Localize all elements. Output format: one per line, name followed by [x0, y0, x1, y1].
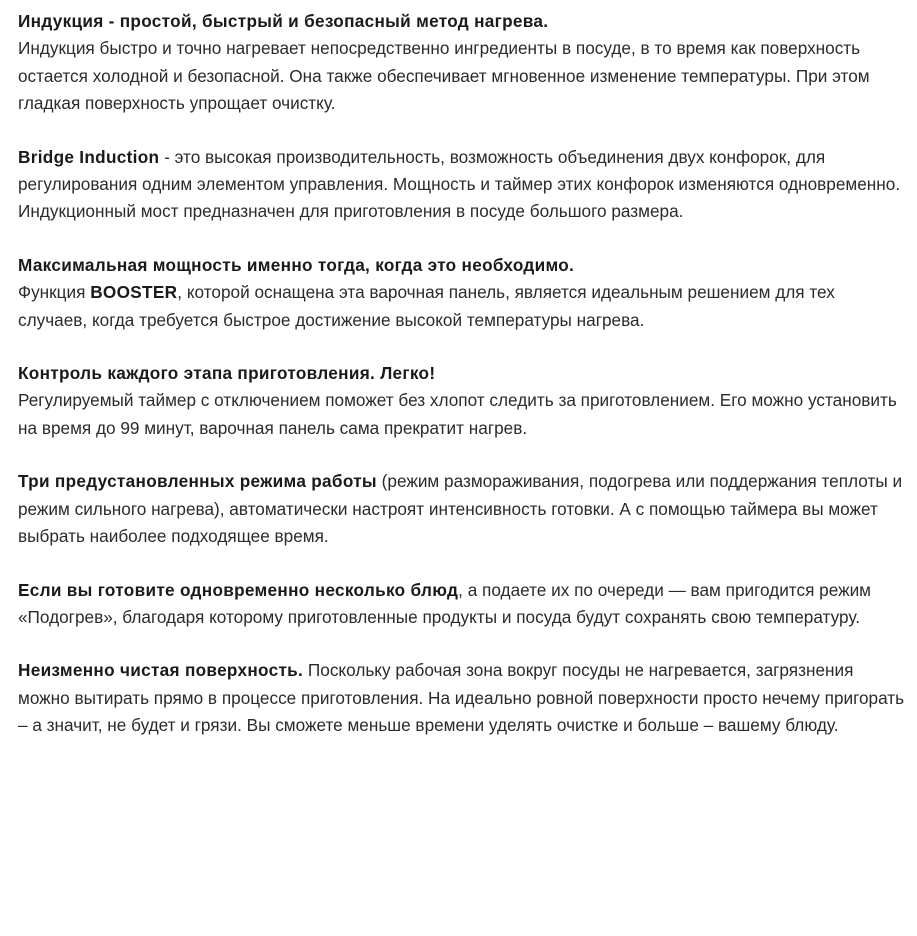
bold-lead: Bridge Induction: [18, 146, 160, 167]
section-heading: Индукция - простой, быстрый и безопасный метод нагрева.: [18, 11, 549, 31]
section-keep-warm: [18, 577, 908, 632]
bold-inline: BOOSTER: [90, 282, 178, 303]
section-text: , а подаете их по очереди — вам пригодится режим «Подогрев», благодаря которому приготовленные продукты и посуда будут сохранять свою температуру.: [18, 579, 871, 627]
section-heading: Максимальная мощность именно тогда, когда это необходимо.: [18, 254, 575, 275]
bold-lead: Неизменно чистая поверхность.: [18, 660, 304, 681]
section-induction: [18, 8, 908, 118]
section-text: (режим размораживания, подогрева или поддержания теплоты и режим сильного нагрева), автоматически настроят интенсивность готовки. А с помощью таймера вы может выбрать наиболее подходящее время.: [18, 471, 903, 547]
section-heading: Контроль каждого этапа приготовления. Легко!: [18, 363, 436, 384]
section-text-after: , которой оснащена эта варочная панель, является идеальным решением для тех случаев, когда требуется быстрое достижение высокой температуры нагрева.: [18, 282, 835, 330]
section-booster: [18, 252, 908, 334]
bold-lead: Если вы готовите одновременно несколько блюд: [18, 579, 459, 600]
section-clean-surface: [18, 657, 908, 739]
section-text: Поскольку рабочая зона вокруг посуды не нагревается, загрязнения можно вытирать прямо в процессе приготовления. На идеально ровной поверхности просто нечему пригорать – а значит, не будет и грязи. Вы сможете меньше времени уделять очистке и больше – вашему блюду.: [18, 660, 905, 736]
section-text-before: Функция: [18, 282, 91, 303]
bold-lead: Три предустановленных режима работы: [18, 471, 377, 492]
section-text: Индукция быстро и точно нагревает непосредственно ингредиенты в посуде, в то время как поверхность остается холодной и безопасной. Она также обеспечивает мгновенное изменение температуры. При этом гладкая поверхность упрощает очистку.: [18, 38, 870, 114]
section-timer: [18, 360, 908, 442]
section-text: - это высокая производительность, возможность объединения двух конфорок, для регулирования одним элементом управления. Мощность и таймер этих конфорок изменяются одновременно. Индукционный мост предназначен для приготовления в посуде большого размера.: [18, 146, 901, 222]
section-text: Регулируемый таймер с отключением поможет без хлопот следить за приготовлением. Его можно установить на время до 99 минут, варочная панель сама прекратит нагрев.: [18, 390, 897, 438]
section-bridge-induction: [18, 144, 908, 226]
section-modes: [18, 468, 908, 550]
product-description: [18, 8, 908, 766]
